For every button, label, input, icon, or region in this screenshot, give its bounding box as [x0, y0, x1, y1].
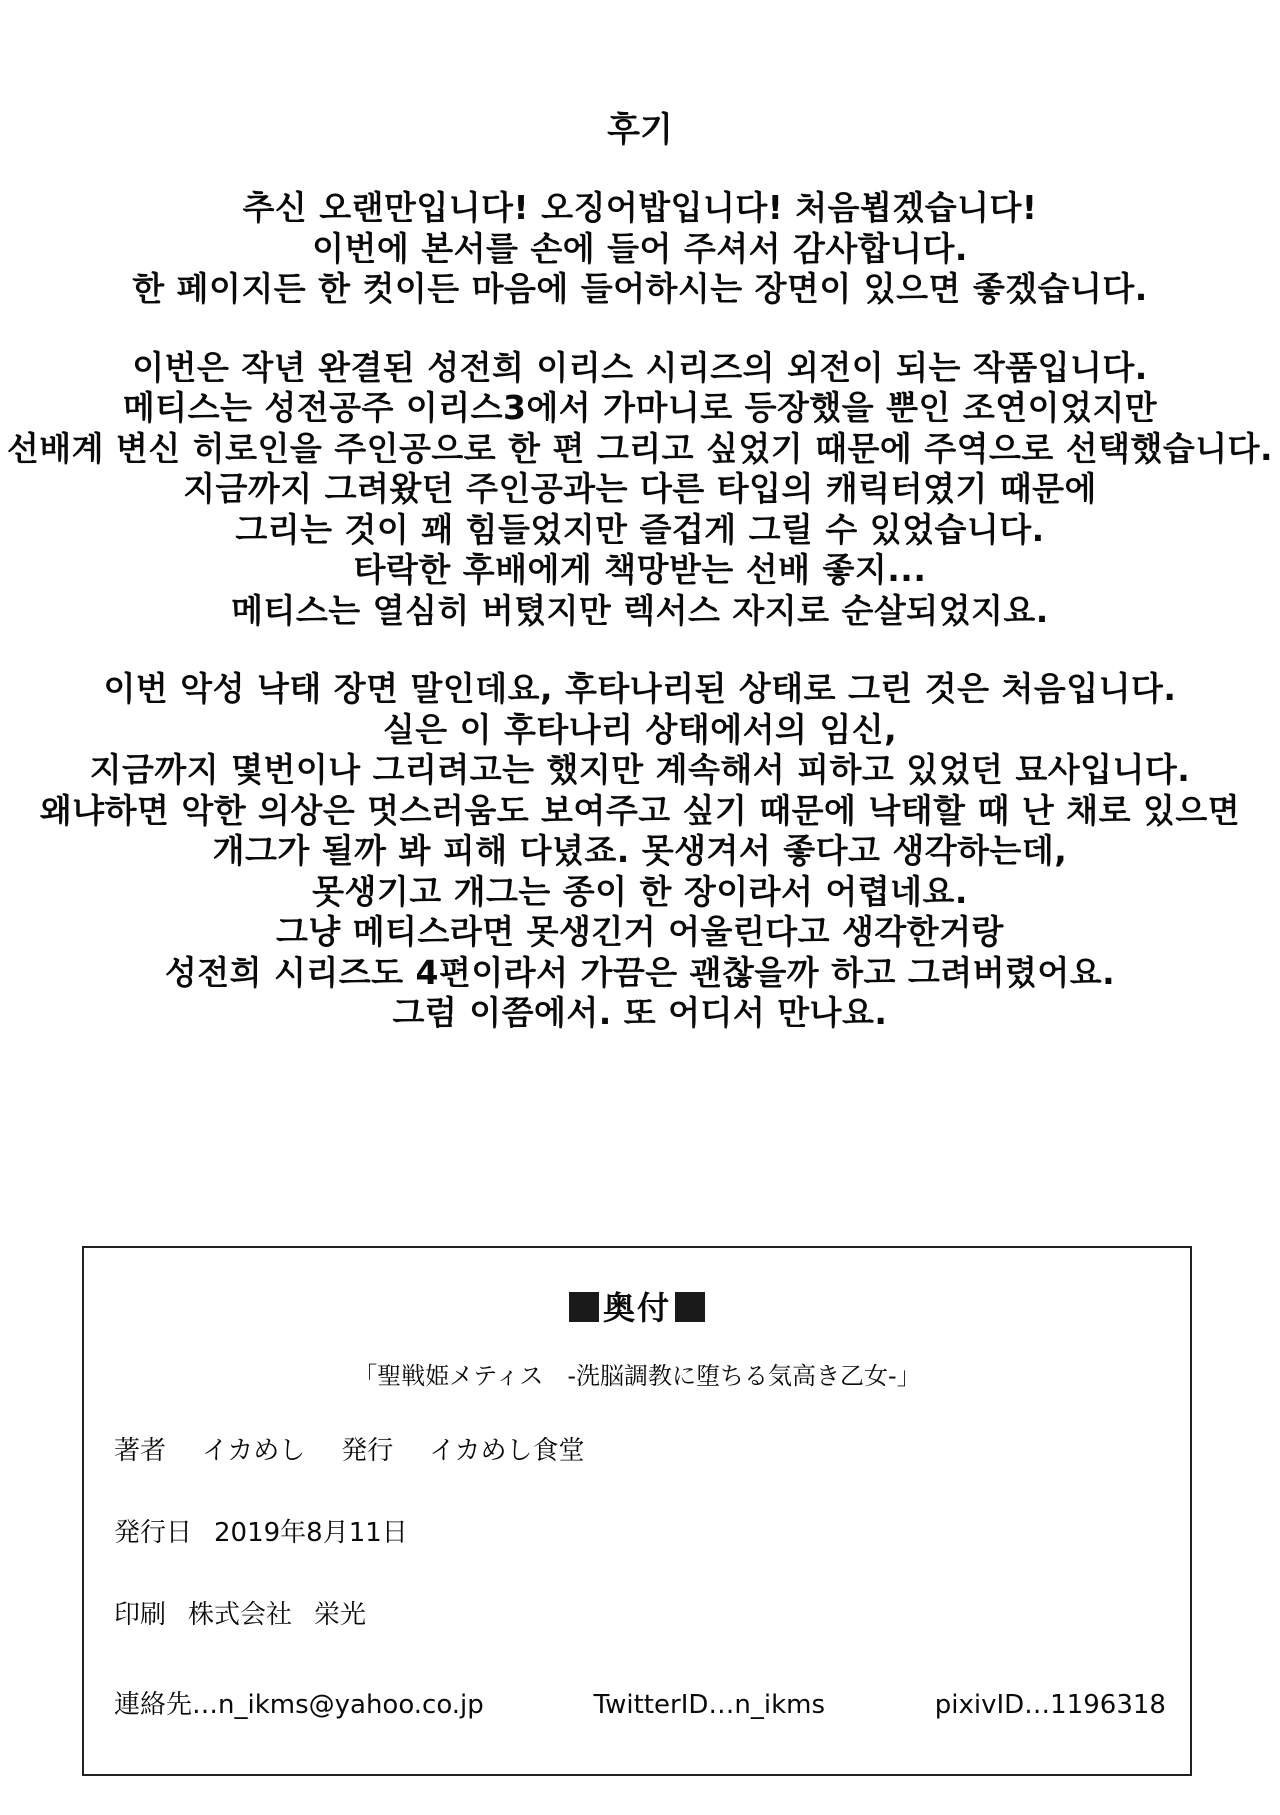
text-line: 개그가 될까 봐 피해 다녔죠. 못생겨서 좋다고 생각하는데,	[212, 831, 1068, 870]
colophon-box	[82, 1246, 1192, 1776]
afterword-paragraph-2	[0, 348, 1280, 632]
publisher-label: 発行	[341, 1436, 394, 1466]
text-line: 실은 이 후타나리 상태에서의 임신,	[382, 709, 898, 749]
text-line: 타락한 후배에게 책망받는 선배 좋지...	[353, 550, 927, 589]
text-line: 지금까지 몇번이나 그리려고는 했지만 계속해서 피하고 있었던 묘사입니다.	[89, 750, 1191, 789]
afterword-paragraph-3	[0, 669, 1280, 1034]
black-square-icon	[675, 1292, 705, 1322]
publish-date: 2019年8月11日	[214, 1518, 408, 1548]
text-line: 성전희 시리즈도 4편이라서 가끔은 괜찮을까 하고 그려버렸어요.	[164, 952, 1116, 992]
author-name: イカめし	[202, 1436, 306, 1466]
printer-row	[114, 1598, 366, 1632]
date-row	[114, 1516, 408, 1550]
text-line: 선배계 변신 히로인을 주인공으로 한 편 그리고 싶었기 때문에 주역으로 선택했습니다.	[6, 428, 1274, 468]
afterword-section	[0, 110, 1280, 1072]
text-line: 그냥 메티스라면 못생긴거 어울린다고 생각한거랑	[276, 912, 1004, 951]
text-line: 지금까지 그려왔던 주인공과는 다른 타입의 캐릭터였기 때문에	[183, 469, 1097, 508]
text-line: 그리는 것이 꽤 힘들었지만 즐겁게 그릴 수 있었습니다.	[235, 509, 1045, 549]
text-line: 추신 오랜만입니다! 오징어밥입니다! 처음뵙겠습니다!	[242, 188, 1038, 227]
afterword-title: 후기	[607, 110, 673, 150]
publisher-name: イカめし食堂	[429, 1436, 585, 1466]
work-title: 「聖戦姫メティス -洗脳調教に堕ちる気高き乙女-」	[353, 1362, 921, 1390]
text-line: 왜냐하면 악한 의상은 멋스러움도 보여주고 싶기 때문에 낙태할 때 난 채로 있으면	[39, 790, 1241, 830]
contact-email: 連絡先…n_ikms@yahoo.co.jp	[114, 1690, 484, 1720]
twitter-id: TwitterID…n_ikms	[593, 1690, 826, 1720]
text-line: 이번은 작년 완결된 성전희 이리스 시리즈의 외전이 되는 작품입니다.	[132, 347, 1148, 387]
author-row	[114, 1434, 585, 1468]
text-line: 못생기고 개그는 종이 한 장이라서 어렵네요.	[312, 871, 968, 911]
printer-label: 印刷	[114, 1600, 167, 1630]
printer-name: 栄光	[314, 1600, 367, 1630]
contact-row	[114, 1688, 1166, 1722]
printer-company-type: 株式会社	[188, 1600, 293, 1630]
colophon-heading-text: 奥付	[602, 1289, 671, 1327]
text-line: 메티스는 열심히 버텼지만 렉서스 자지로 순살되었지요.	[231, 590, 1049, 630]
text-line: 한 페이지든 한 컷이든 마음에 들어하시는 장면이 있으면 좋겠습니다.	[132, 269, 1148, 308]
afterword-paragraph-1	[0, 188, 1280, 310]
text-line: 이번 악성 낙태 장면 말인데요, 후타나리된 상태로 그린 것은 처음입니다.	[103, 669, 1177, 708]
black-square-icon	[569, 1292, 599, 1322]
text-line: 메티스는 성전공주 이리스3에서 가마니로 등장했을 뿐인 조연이었지만	[122, 388, 1158, 427]
author-label: 著者	[114, 1436, 167, 1466]
pixiv-id: pixivID…1196318	[934, 1690, 1166, 1720]
text-line: 이번에 본서를 손에 들어 주셔서 감사합니다.	[312, 228, 968, 268]
colophon-heading	[84, 1288, 1190, 1328]
date-label: 発行日	[114, 1518, 193, 1548]
text-line: 그럼 이쯤에서. 또 어디서 만나요.	[392, 993, 888, 1032]
